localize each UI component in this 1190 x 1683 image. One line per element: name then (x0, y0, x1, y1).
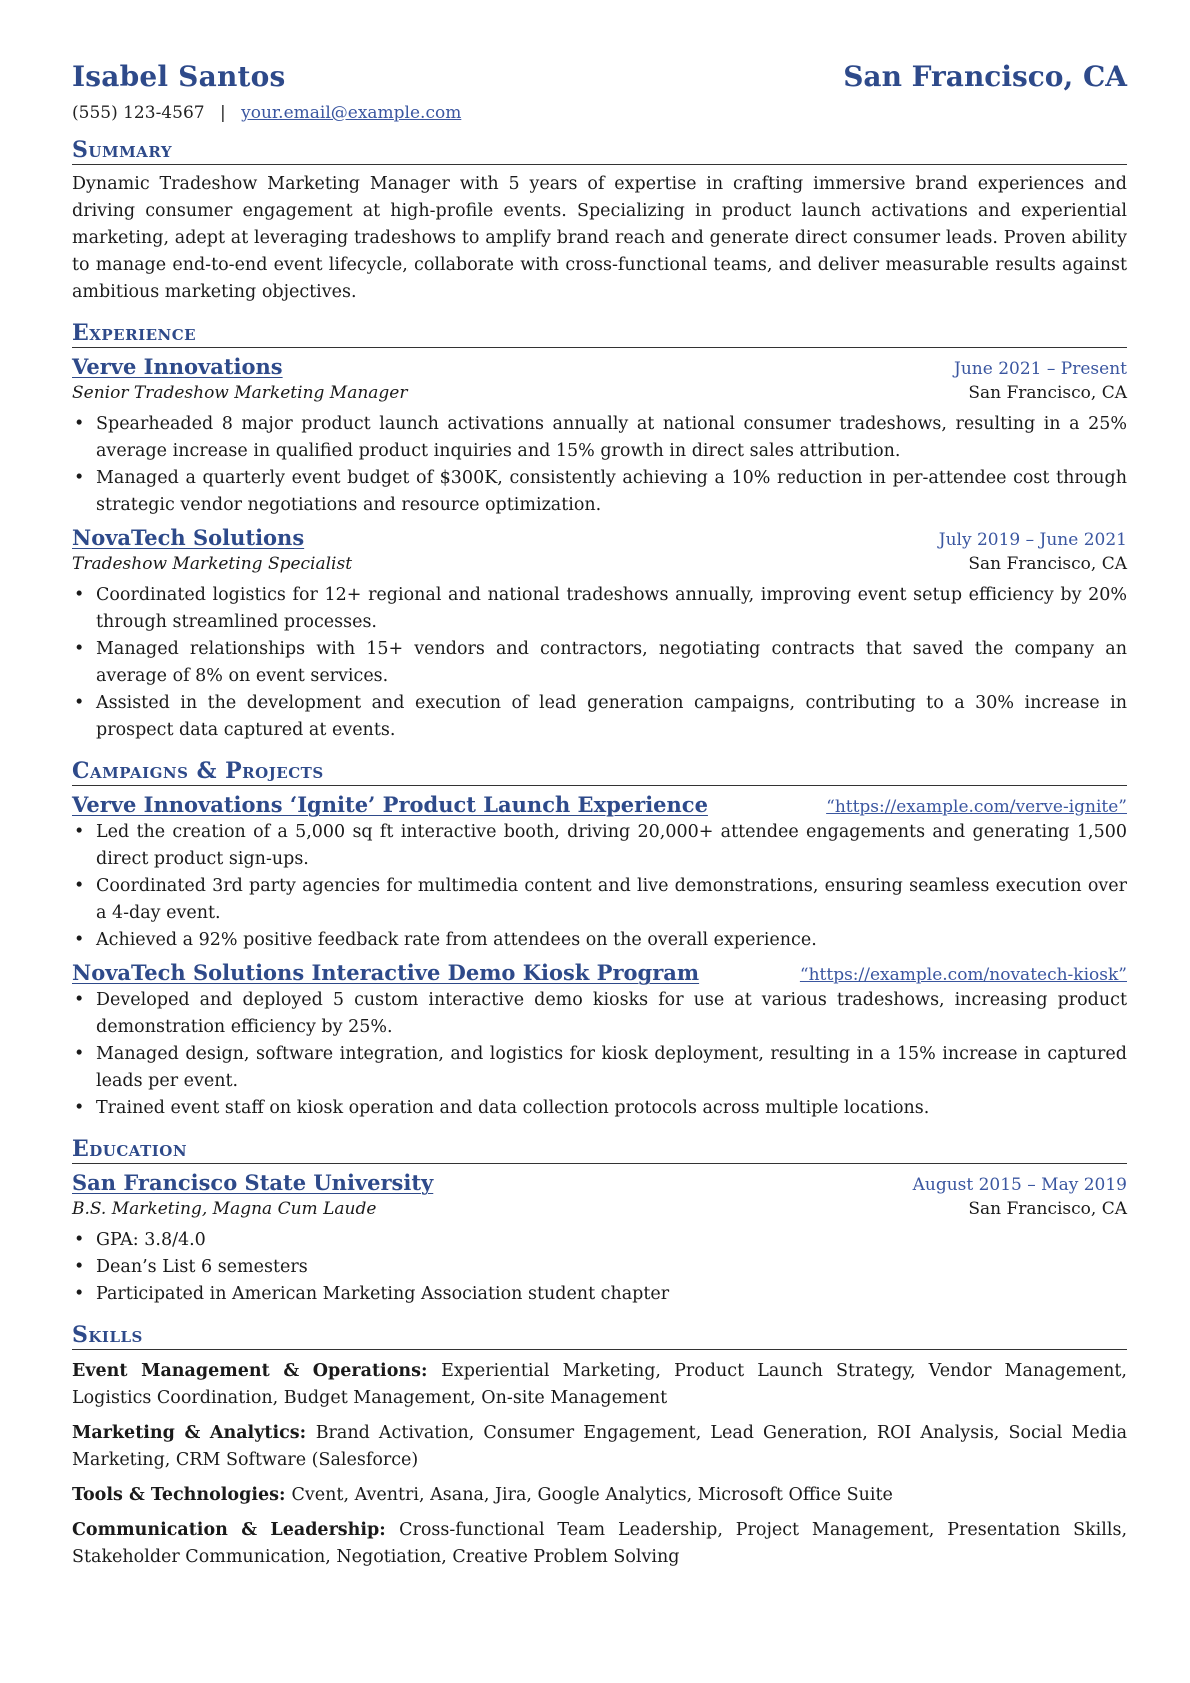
skill-label: Event Management & Operations: (72, 1361, 442, 1381)
resume-header (72, 60, 1127, 93)
skill-label: Communication & Leadership: (72, 1520, 400, 1540)
skills-heading: Skills (72, 1322, 1127, 1350)
skill-items: Cvent, Aventri, Asana, Jira, Google Analytics, Microsoft Office Suite (291, 1485, 893, 1505)
project-bullets (72, 819, 1127, 954)
bullet-item: • Developed and deployed 5 custom interactive demo kiosks for use at various tradeshows, increasing product demonstration efficiency by 25%. (96, 987, 1127, 1041)
company-name: NovaTech Solutions (72, 525, 305, 550)
education-dates: August 2015 – May 2019 (912, 1175, 1127, 1195)
bullet-item: • Participated in American Marketing Association student chapter (96, 1281, 1127, 1308)
job-role: Senior Tradeshow Marketing Manager (72, 383, 408, 403)
job-dates: June 2021 – Present (954, 359, 1127, 379)
education-entry (72, 1170, 1127, 1308)
skill-items: Cross-functional Team Leadership, Project Management, Presentation Skills, Stakeholder Communication, Negotiation, Creative Problem Solving (72, 1520, 1128, 1567)
resume-page (72, 60, 1127, 1571)
project-entry (72, 960, 1127, 1122)
candidate-location: San Francisco, CA (843, 60, 1127, 93)
company-name: Verve Innovations (72, 354, 283, 379)
job-bullets (72, 411, 1127, 519)
skill-group (72, 1517, 1127, 1571)
project-name: Verve Innovations ‘Ignite’ Product Launch Experience (72, 792, 708, 817)
skill-label: Tools & Technologies: (72, 1485, 292, 1505)
education-heading: Education (72, 1136, 1127, 1164)
bullet-item: • Trained event staff on kiosk operation and data collection protocols across multiple locations. (96, 1095, 1127, 1122)
bullet-item: • Spearheaded 8 major product launch activations annually at national consumer tradeshows, resulting in a 25% average increase in qualified product inquiries and 15% growth in direct sales attribution. (96, 411, 1127, 465)
contact-separator: | (219, 103, 226, 123)
skill-group (72, 1420, 1127, 1474)
experience-heading: Experience (72, 320, 1127, 348)
summary-heading: Summary (72, 137, 1127, 165)
projects-heading: Campaigns & Projects (72, 758, 1127, 786)
bullet-item: • Coordinated 3rd party agencies for multimedia content and live demonstrations, ensuring seamless execution over a 4-day event. (96, 873, 1127, 927)
education-bullets (72, 1227, 1127, 1308)
project-entry (72, 792, 1127, 954)
bullet-item: • Managed relationships with 15+ vendors and contractors, negotiating contracts that saved the company an average of 8% on event services. (96, 636, 1127, 690)
summary-text: Dynamic Tradeshow Marketing Manager with 5 years of expertise in crafting immersive brand experiences and driving consumer engagement at high-profile events. Specializing in product launch activations and experiential marketing, adept at leveraging tradeshows to amplify brand reach and generate direct consumer leads. Proven ability to manage end-to-end event lifecycle, collaborate with cross-functional teams, and deliver measurable results against ambitious marketing objectives. (72, 174, 1127, 302)
job-role: Tradeshow Marketing Specialist (72, 554, 353, 574)
project-link[interactable]: “https://example.com/novatech-kiosk” (799, 965, 1127, 985)
education-location: San Francisco, CA (968, 1199, 1127, 1219)
bullet-item: • Dean’s List 6 semesters (96, 1254, 1127, 1281)
school-name: San Francisco State University (72, 1170, 434, 1195)
bullet-item: • GPA: 3.8/4.0 (96, 1227, 1127, 1254)
project-bullets (72, 987, 1127, 1122)
project-link[interactable]: “https://example.com/verve-ignite” (826, 797, 1127, 817)
bullet-item: • Managed a quarterly event budget of $300K, consistently achieving a 10% reduction in per-attendee cost through strategic vendor negotiations and resource optimization. (96, 465, 1127, 519)
bullet-item: • Achieved a 92% positive feedback rate from attendees on the overall experience. (96, 927, 1127, 954)
skill-items: Experiential Marketing, Product Launch Strategy, Vendor Management, Logistics Coordination, Budget Management, On-site Management (72, 1361, 1127, 1408)
candidate-name: Isabel Santos (72, 60, 286, 93)
job-dates: July 2019 – June 2021 (938, 530, 1127, 550)
job-location: San Francisco, CA (968, 554, 1127, 574)
skill-label: Marketing & Analytics: (72, 1423, 316, 1443)
bullet-item: • Coordinated logistics for 12+ regional and national tradeshows annually, improving event setup efficiency by 20% through streamlined processes. (96, 582, 1127, 636)
skill-group (72, 1358, 1127, 1412)
job-entry (72, 525, 1127, 744)
email-link[interactable]: your.email@example.com (241, 103, 462, 123)
bullet-item: • Led the creation of a 5,000 sq ft interactive booth, driving 20,000+ attendee engagements and generating 1,500 direct product sign-ups. (96, 819, 1127, 873)
project-name: NovaTech Solutions Interactive Demo Kiosk Program (72, 960, 700, 985)
skill-group (72, 1482, 1127, 1509)
bullet-item: • Assisted in the development and execution of lead generation campaigns, contributing to a 30% increase in prospect data captured at events. (96, 690, 1127, 744)
contact-line (72, 103, 1127, 123)
phone-number: (555) 123-4567 (72, 103, 205, 123)
degree: B.S. Marketing, Magna Cum Laude (72, 1199, 377, 1219)
job-entry (72, 354, 1127, 519)
skill-items: Brand Activation, Consumer Engagement, Lead Generation, ROI Analysis, Social Media Marketing, CRM Software (Salesforce) (72, 1423, 1127, 1470)
job-bullets (72, 582, 1127, 744)
job-location: San Francisco, CA (968, 383, 1127, 403)
bullet-item: • Managed design, software integration, and logistics for kiosk deployment, resulting in a 15% increase in captured leads per event. (96, 1041, 1127, 1095)
